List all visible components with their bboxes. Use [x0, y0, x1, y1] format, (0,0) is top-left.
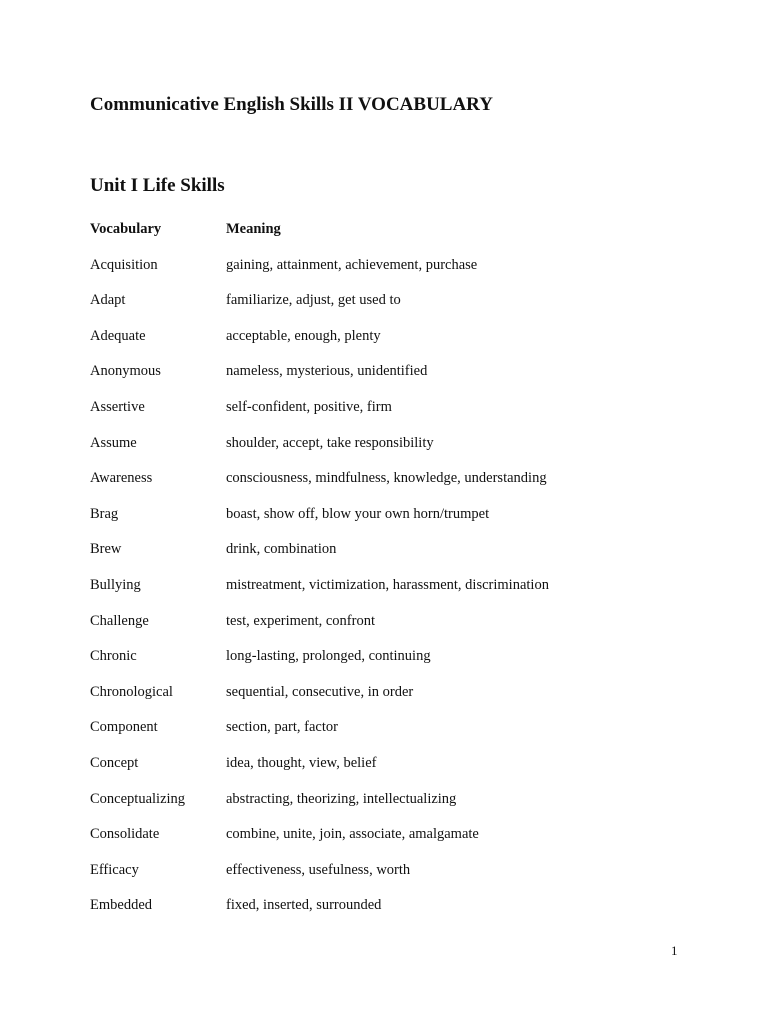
page-number: 1 — [671, 943, 678, 958]
vocab-word: Adapt — [90, 292, 126, 309]
table-row — [90, 789, 690, 825]
table-row — [90, 717, 690, 753]
table-row — [90, 397, 690, 433]
table-row — [90, 361, 690, 397]
unit-heading: Unit I Life Skills — [90, 175, 225, 196]
table-row — [90, 860, 690, 896]
vocab-meaning: consciousness, mindfulness, knowledge, understanding — [226, 470, 547, 487]
vocab-word: Chronological — [90, 683, 173, 700]
table-row — [90, 504, 690, 540]
vocab-word: Efficacy — [90, 861, 139, 878]
vocab-meaning: drink, combination — [226, 541, 337, 558]
vocab-word: Concept — [90, 754, 139, 771]
vocab-meaning: test, experiment, confront — [226, 612, 375, 629]
table-row — [90, 611, 690, 647]
vocab-word: Assume — [90, 434, 137, 451]
table-row — [90, 824, 690, 860]
vocabulary-table — [90, 219, 690, 931]
vocab-word: Component — [90, 719, 158, 736]
vocab-word: Consolidate — [90, 826, 160, 843]
vocab-word: Challenge — [90, 612, 149, 629]
vocab-meaning: mistreatment, victimization, harassment, discrimination — [226, 576, 549, 593]
document-title: Communicative English Skills II VOCABULARY — [90, 94, 493, 115]
table-header-row — [90, 219, 690, 255]
vocab-word: Brag — [90, 505, 119, 522]
table-row — [90, 895, 690, 931]
vocab-word: Embedded — [90, 897, 153, 914]
vocab-meaning: effectiveness, usefulness, worth — [226, 861, 411, 878]
vocab-meaning: abstracting, theorizing, intellectualizing — [226, 790, 457, 807]
vocab-word: Acquisition — [90, 256, 158, 273]
vocab-meaning: gaining, attainment, achievement, purchase — [226, 256, 478, 273]
vocab-meaning: shoulder, accept, take responsibility — [226, 434, 434, 451]
table-row — [90, 468, 690, 504]
vocab-meaning: self-confident, positive, firm — [226, 398, 392, 415]
vocab-word: Adequate — [90, 327, 146, 344]
table-row — [90, 753, 690, 789]
vocab-meaning: fixed, inserted, surrounded — [226, 897, 382, 914]
header-meaning: Meaning — [226, 221, 281, 237]
vocab-meaning: boast, show off, blow your own horn/trumpet — [226, 505, 490, 522]
table-row — [90, 575, 690, 611]
table-row — [90, 290, 690, 326]
table-row — [90, 682, 690, 718]
vocab-word: Anonymous — [90, 363, 161, 380]
vocab-meaning: sequential, consecutive, in order — [226, 683, 414, 700]
vocab-word: Brew — [90, 541, 122, 558]
vocab-meaning: idea, thought, view, belief — [226, 754, 377, 771]
vocab-word: Chronic — [90, 648, 137, 665]
vocab-meaning: long-lasting, prolonged, continuing — [226, 648, 431, 665]
header-vocabulary: Vocabulary — [90, 221, 162, 237]
table-row — [90, 255, 690, 291]
vocab-word: Assertive — [90, 398, 145, 415]
table-row — [90, 433, 690, 469]
table-row — [90, 646, 690, 682]
vocab-meaning: acceptable, enough, plenty — [226, 327, 381, 344]
vocab-word: Conceptualizing — [90, 790, 186, 807]
vocab-meaning: section, part, factor — [226, 719, 338, 736]
vocab-meaning: familiarize, adjust, get used to — [226, 292, 401, 309]
table-row — [90, 326, 690, 362]
vocab-meaning: nameless, mysterious, unidentified — [226, 363, 428, 380]
vocab-meaning: combine, unite, join, associate, amalgamate — [226, 826, 479, 843]
table-row — [90, 539, 690, 575]
vocab-word: Awareness — [90, 470, 153, 487]
vocab-word: Bullying — [90, 576, 141, 593]
